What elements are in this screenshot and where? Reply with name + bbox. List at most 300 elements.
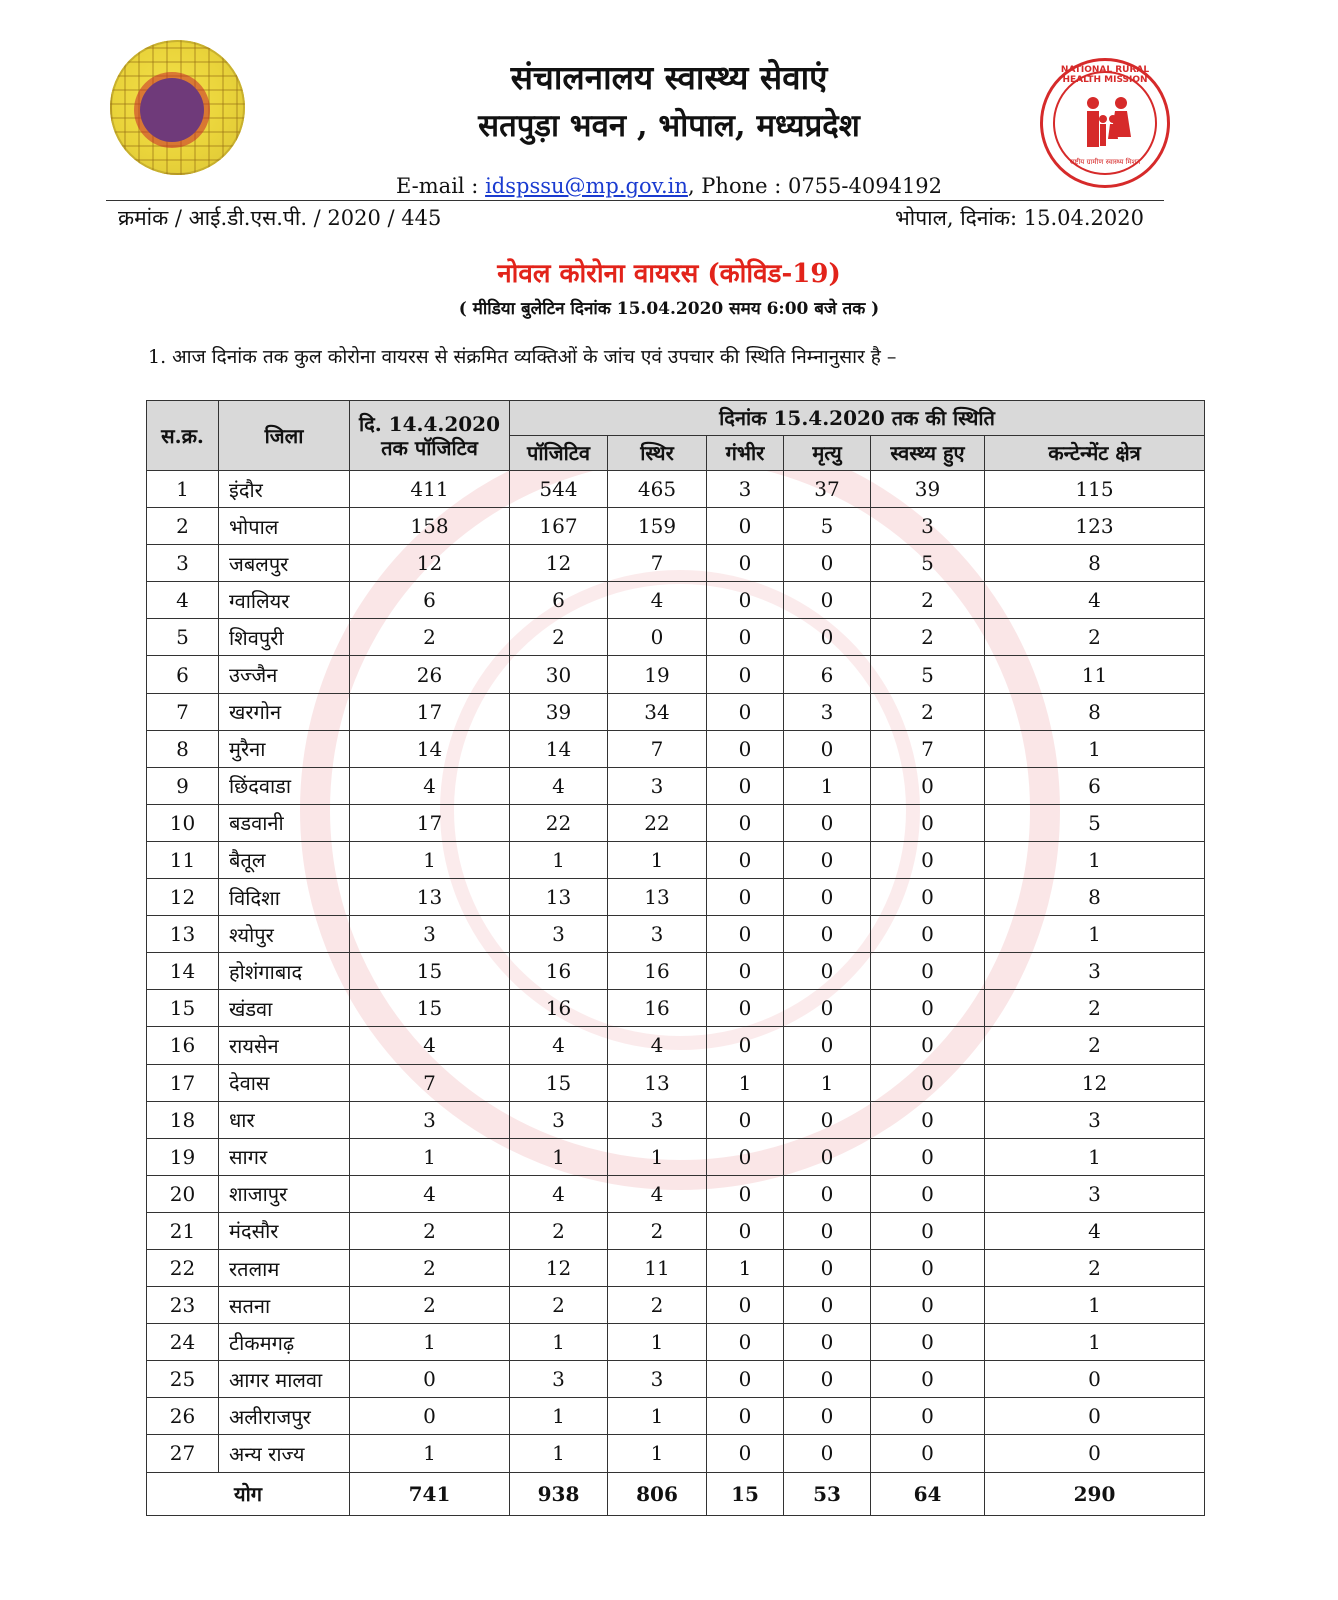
table-row bbox=[147, 767, 1205, 804]
cell-sno: 6 bbox=[147, 656, 219, 693]
cell-stable: 2 bbox=[608, 1287, 707, 1324]
cell-stable: 3 bbox=[608, 1361, 707, 1398]
cell-prev-positive: 4 bbox=[350, 767, 510, 804]
cell-positive: 3 bbox=[510, 916, 608, 953]
cell-critical: 0 bbox=[707, 1101, 784, 1138]
header-prev-positive bbox=[350, 401, 510, 471]
cell-district: मुरैना bbox=[219, 730, 350, 767]
cell-containment: 115 bbox=[985, 471, 1205, 508]
cell-sno: 14 bbox=[147, 953, 219, 990]
cell-prev-positive: 1 bbox=[350, 1324, 510, 1361]
cell-sno: 26 bbox=[147, 1398, 219, 1435]
nrhm-logo-text: NATIONAL RURAL HEALTH MISSION bbox=[1060, 65, 1150, 85]
cell-containment: 1 bbox=[985, 916, 1205, 953]
cell-recovered: 0 bbox=[871, 1287, 985, 1324]
cell-deaths: 0 bbox=[784, 1324, 871, 1361]
cell-deaths: 6 bbox=[784, 656, 871, 693]
cell-recovered: 0 bbox=[871, 1138, 985, 1175]
table-row bbox=[147, 1249, 1205, 1286]
email-link[interactable]: idspssu@mp.gov.in bbox=[485, 174, 688, 198]
cell-stable: 13 bbox=[608, 1064, 707, 1101]
header-prev-line2: तक पॉजिटिव bbox=[381, 435, 478, 460]
cell-sno: 23 bbox=[147, 1287, 219, 1324]
cell-containment: 2 bbox=[985, 1027, 1205, 1064]
cell-recovered: 7 bbox=[871, 730, 985, 767]
cell-recovered: 0 bbox=[871, 1398, 985, 1435]
cell-sno: 25 bbox=[147, 1361, 219, 1398]
cell-positive: 4 bbox=[510, 1175, 608, 1212]
cell-stable: 34 bbox=[608, 693, 707, 730]
cell-prev-positive: 4 bbox=[350, 1175, 510, 1212]
cell-containment: 8 bbox=[985, 879, 1205, 916]
table-row bbox=[147, 804, 1205, 841]
cell-prev-positive: 2 bbox=[350, 1249, 510, 1286]
cell-critical: 0 bbox=[707, 804, 784, 841]
cell-deaths: 0 bbox=[784, 1249, 871, 1286]
cell-containment: 1 bbox=[985, 1324, 1205, 1361]
cell-positive: 1 bbox=[510, 841, 608, 878]
document-title: नोवल कोरोना वायरस (कोविड-19) bbox=[497, 259, 841, 289]
cell-prev-positive: 17 bbox=[350, 693, 510, 730]
cell-prev-positive: 2 bbox=[350, 619, 510, 656]
total-critical: 15 bbox=[707, 1472, 784, 1515]
cell-recovered: 5 bbox=[871, 545, 985, 582]
header-stable: स्थिर bbox=[608, 436, 707, 471]
table-row bbox=[147, 471, 1205, 508]
cell-stable: 465 bbox=[608, 471, 707, 508]
nrhm-logo-subtext: राष्ट्रीय ग्रामीण स्वास्थ्य मिशन bbox=[1069, 158, 1141, 166]
email-label: E-mail : bbox=[395, 174, 486, 198]
cell-critical: 0 bbox=[707, 619, 784, 656]
cell-critical: 0 bbox=[707, 730, 784, 767]
cell-containment: 6 bbox=[985, 767, 1205, 804]
cell-stable: 4 bbox=[608, 1175, 707, 1212]
cell-district: शिवपुरी bbox=[219, 619, 350, 656]
cell-deaths: 1 bbox=[784, 767, 871, 804]
total-deaths: 53 bbox=[784, 1472, 871, 1515]
cell-positive: 1 bbox=[510, 1398, 608, 1435]
cell-district: रायसेन bbox=[219, 1027, 350, 1064]
cell-prev-positive: 1 bbox=[350, 841, 510, 878]
cell-stable: 7 bbox=[608, 545, 707, 582]
table-row bbox=[147, 619, 1205, 656]
cell-district: खंडवा bbox=[219, 990, 350, 1027]
cell-district: आगर मालवा bbox=[219, 1361, 350, 1398]
cell-positive: 2 bbox=[510, 1287, 608, 1324]
cell-recovered: 0 bbox=[871, 767, 985, 804]
cell-deaths: 0 bbox=[784, 841, 871, 878]
total-containment: 290 bbox=[985, 1472, 1205, 1515]
table-row bbox=[147, 1138, 1205, 1175]
cell-containment: 3 bbox=[985, 1175, 1205, 1212]
contact-line bbox=[0, 174, 1338, 198]
header-deaths: मृत्यु bbox=[784, 436, 871, 471]
cell-deaths: 0 bbox=[784, 1287, 871, 1324]
cell-district: होशंगाबाद bbox=[219, 953, 350, 990]
cell-recovered: 0 bbox=[871, 1101, 985, 1138]
cell-critical: 3 bbox=[707, 471, 784, 508]
cell-district: अन्य राज्य bbox=[219, 1435, 350, 1472]
cell-stable: 3 bbox=[608, 767, 707, 804]
cell-stable: 11 bbox=[608, 1249, 707, 1286]
cell-critical: 0 bbox=[707, 1324, 784, 1361]
cell-critical: 0 bbox=[707, 841, 784, 878]
cell-deaths: 0 bbox=[784, 1212, 871, 1249]
cell-containment: 3 bbox=[985, 1101, 1205, 1138]
cell-positive: 1 bbox=[510, 1324, 608, 1361]
cell-stable: 16 bbox=[608, 990, 707, 1027]
cell-prev-positive: 12 bbox=[350, 545, 510, 582]
cell-recovered: 3 bbox=[871, 508, 985, 545]
cell-containment: 1 bbox=[985, 1138, 1205, 1175]
cell-district: धार bbox=[219, 1101, 350, 1138]
cell-containment: 2 bbox=[985, 619, 1205, 656]
header-prev-line1: दि. 14.4.2020 bbox=[358, 411, 501, 436]
cell-deaths: 0 bbox=[784, 804, 871, 841]
cell-recovered: 2 bbox=[871, 693, 985, 730]
cell-recovered: 2 bbox=[871, 619, 985, 656]
phone-text: , Phone : 0755-4094192 bbox=[687, 174, 943, 198]
cell-recovered: 0 bbox=[871, 1064, 985, 1101]
table-row bbox=[147, 1027, 1205, 1064]
cell-sno: 9 bbox=[147, 767, 219, 804]
cell-prev-positive: 17 bbox=[350, 804, 510, 841]
cell-sno: 18 bbox=[147, 1101, 219, 1138]
cell-sno: 24 bbox=[147, 1324, 219, 1361]
cell-recovered: 2 bbox=[871, 582, 985, 619]
cell-district: मंदसौर bbox=[219, 1212, 350, 1249]
cell-prev-positive: 0 bbox=[350, 1361, 510, 1398]
cell-containment: 1 bbox=[985, 1287, 1205, 1324]
cell-deaths: 0 bbox=[784, 1138, 871, 1175]
cell-district: टीकमगढ़ bbox=[219, 1324, 350, 1361]
cell-critical: 0 bbox=[707, 1175, 784, 1212]
cell-deaths: 0 bbox=[784, 1101, 871, 1138]
cell-containment: 4 bbox=[985, 1212, 1205, 1249]
cell-stable: 16 bbox=[608, 953, 707, 990]
cell-deaths: 0 bbox=[784, 1027, 871, 1064]
cell-positive: 22 bbox=[510, 804, 608, 841]
cell-prev-positive: 1 bbox=[350, 1138, 510, 1175]
cell-recovered: 0 bbox=[871, 879, 985, 916]
cell-district: बैतूल bbox=[219, 841, 350, 878]
cell-stable: 0 bbox=[608, 619, 707, 656]
cell-prev-positive: 7 bbox=[350, 1064, 510, 1101]
cell-critical: 0 bbox=[707, 656, 784, 693]
cell-district: अलीराजपुर bbox=[219, 1398, 350, 1435]
cell-deaths: 5 bbox=[784, 508, 871, 545]
cell-critical: 0 bbox=[707, 693, 784, 730]
cell-stable: 159 bbox=[608, 508, 707, 545]
header-positive: पॉजिटिव bbox=[510, 436, 608, 471]
cell-positive: 30 bbox=[510, 656, 608, 693]
cell-recovered: 0 bbox=[871, 1027, 985, 1064]
cell-positive: 14 bbox=[510, 730, 608, 767]
cell-deaths: 0 bbox=[784, 916, 871, 953]
cell-containment: 8 bbox=[985, 545, 1205, 582]
header-critical: गंभीर bbox=[707, 436, 784, 471]
table-row bbox=[147, 730, 1205, 767]
cell-sno: 1 bbox=[147, 471, 219, 508]
total-recovered: 64 bbox=[871, 1472, 985, 1515]
cell-critical: 0 bbox=[707, 1138, 784, 1175]
cell-deaths: 0 bbox=[784, 730, 871, 767]
cell-recovered: 0 bbox=[871, 953, 985, 990]
cell-prev-positive: 13 bbox=[350, 879, 510, 916]
cell-sno: 15 bbox=[147, 990, 219, 1027]
cell-positive: 4 bbox=[510, 767, 608, 804]
table-row bbox=[147, 1324, 1205, 1361]
cell-prev-positive: 14 bbox=[350, 730, 510, 767]
cell-critical: 0 bbox=[707, 767, 784, 804]
cell-deaths: 0 bbox=[784, 582, 871, 619]
cell-prev-positive: 15 bbox=[350, 990, 510, 1027]
cell-recovered: 0 bbox=[871, 1361, 985, 1398]
cell-critical: 0 bbox=[707, 879, 784, 916]
cell-deaths: 0 bbox=[784, 619, 871, 656]
cell-positive: 3 bbox=[510, 1101, 608, 1138]
cell-prev-positive: 26 bbox=[350, 656, 510, 693]
cell-recovered: 0 bbox=[871, 1435, 985, 1472]
table-row bbox=[147, 953, 1205, 990]
cell-prev-positive: 6 bbox=[350, 582, 510, 619]
cell-sno: 17 bbox=[147, 1064, 219, 1101]
cell-positive: 15 bbox=[510, 1064, 608, 1101]
cell-containment: 2 bbox=[985, 1249, 1205, 1286]
cell-district: रतलाम bbox=[219, 1249, 350, 1286]
cell-positive: 3 bbox=[510, 1361, 608, 1398]
cell-deaths: 1 bbox=[784, 1064, 871, 1101]
cell-critical: 0 bbox=[707, 1287, 784, 1324]
cell-sno: 21 bbox=[147, 1212, 219, 1249]
table-row bbox=[147, 1101, 1205, 1138]
table-row bbox=[147, 1175, 1205, 1212]
cell-deaths: 37 bbox=[784, 471, 871, 508]
table-row bbox=[147, 916, 1205, 953]
cell-stable: 1 bbox=[608, 1324, 707, 1361]
cell-positive: 39 bbox=[510, 693, 608, 730]
header-district: जिला bbox=[219, 401, 350, 471]
cell-positive: 544 bbox=[510, 471, 608, 508]
cell-deaths: 0 bbox=[784, 1361, 871, 1398]
cell-critical: 0 bbox=[707, 953, 784, 990]
cell-stable: 4 bbox=[608, 1027, 707, 1064]
bulletin-subtitle: ( मीडिया बुलेटिन दिनांक 15.04.2020 समय 6:00 बजे तक ) bbox=[458, 299, 880, 319]
cell-sno: 22 bbox=[147, 1249, 219, 1286]
table-row bbox=[147, 1398, 1205, 1435]
cell-deaths: 0 bbox=[784, 879, 871, 916]
cell-sno: 12 bbox=[147, 879, 219, 916]
cell-deaths: 0 bbox=[784, 953, 871, 990]
table-row bbox=[147, 545, 1205, 582]
cell-positive: 16 bbox=[510, 990, 608, 1027]
cell-stable: 1 bbox=[608, 1398, 707, 1435]
org-name: संचालनालय स्वास्थ्य सेवाएं bbox=[510, 58, 828, 97]
cell-positive: 4 bbox=[510, 1027, 608, 1064]
cell-stable: 1 bbox=[608, 1138, 707, 1175]
intro-point: 1. आज दिनांक तक कुल कोरोना वायरस से संक्रमित व्यक्तिओं के जांच एवं उपचार की स्थिति निम्नानुसार है – bbox=[148, 346, 897, 368]
cell-district: जबलपुर bbox=[219, 545, 350, 582]
table-row bbox=[147, 1287, 1205, 1324]
cell-positive: 1 bbox=[510, 1435, 608, 1472]
cell-district: उज्जैन bbox=[219, 656, 350, 693]
cell-district: विदिशा bbox=[219, 879, 350, 916]
cell-critical: 0 bbox=[707, 990, 784, 1027]
table-row bbox=[147, 582, 1205, 619]
cell-district: ग्वालियर bbox=[219, 582, 350, 619]
total-prev-positive: 741 bbox=[350, 1472, 510, 1515]
table-row bbox=[147, 693, 1205, 730]
cell-recovered: 0 bbox=[871, 1249, 985, 1286]
table-row bbox=[147, 879, 1205, 916]
cell-critical: 0 bbox=[707, 1027, 784, 1064]
cell-positive: 2 bbox=[510, 619, 608, 656]
cell-sno: 2 bbox=[147, 508, 219, 545]
reference-number: क्रमांक / आई.डी.एस.पी. / 2020 / 445 bbox=[118, 206, 442, 230]
cell-containment: 1 bbox=[985, 841, 1205, 878]
cell-sno: 11 bbox=[147, 841, 219, 878]
cell-prev-positive: 1 bbox=[350, 1435, 510, 1472]
cell-prev-positive: 158 bbox=[350, 508, 510, 545]
cell-recovered: 0 bbox=[871, 916, 985, 953]
cell-critical: 0 bbox=[707, 1361, 784, 1398]
cell-district: देवास bbox=[219, 1064, 350, 1101]
header-recovered: स्वस्थ्य हुए bbox=[871, 436, 985, 471]
cell-sno: 19 bbox=[147, 1138, 219, 1175]
covid-district-table bbox=[146, 400, 1205, 1516]
cell-prev-positive: 411 bbox=[350, 471, 510, 508]
header-containment: कन्टेन्मेंट क्षेत्र bbox=[985, 436, 1205, 471]
cell-prev-positive: 2 bbox=[350, 1287, 510, 1324]
cell-containment: 8 bbox=[985, 693, 1205, 730]
cell-sno: 20 bbox=[147, 1175, 219, 1212]
cell-district: सागर bbox=[219, 1138, 350, 1175]
cell-stable: 7 bbox=[608, 730, 707, 767]
cell-containment: 1 bbox=[985, 730, 1205, 767]
cell-district: इंदौर bbox=[219, 471, 350, 508]
cell-containment: 12 bbox=[985, 1064, 1205, 1101]
cell-district: छिंदवाडा bbox=[219, 767, 350, 804]
cell-prev-positive: 15 bbox=[350, 953, 510, 990]
document-date: भोपाल, दिनांक: 15.04.2020 bbox=[895, 206, 1144, 230]
cell-sno: 7 bbox=[147, 693, 219, 730]
cell-district: श्योपुर bbox=[219, 916, 350, 953]
cell-deaths: 0 bbox=[784, 1398, 871, 1435]
table-body bbox=[147, 471, 1205, 1473]
cell-deaths: 0 bbox=[784, 1175, 871, 1212]
cell-recovered: 0 bbox=[871, 1175, 985, 1212]
cell-containment: 4 bbox=[985, 582, 1205, 619]
cell-sno: 13 bbox=[147, 916, 219, 953]
cell-recovered: 0 bbox=[871, 841, 985, 878]
table-row bbox=[147, 508, 1205, 545]
header-sno: स.क्र. bbox=[147, 401, 219, 471]
cell-critical: 0 bbox=[707, 916, 784, 953]
cell-sno: 27 bbox=[147, 1435, 219, 1472]
cell-stable: 13 bbox=[608, 879, 707, 916]
cell-positive: 12 bbox=[510, 545, 608, 582]
table-row bbox=[147, 990, 1205, 1027]
cell-deaths: 0 bbox=[784, 990, 871, 1027]
cell-critical: 0 bbox=[707, 545, 784, 582]
cell-critical: 0 bbox=[707, 1435, 784, 1472]
cell-deaths: 0 bbox=[784, 545, 871, 582]
cell-prev-positive: 0 bbox=[350, 1398, 510, 1435]
header-divider bbox=[106, 200, 1164, 201]
cell-district: खरगोन bbox=[219, 693, 350, 730]
cell-positive: 13 bbox=[510, 879, 608, 916]
cell-positive: 2 bbox=[510, 1212, 608, 1249]
cell-stable: 3 bbox=[608, 1101, 707, 1138]
cell-critical: 0 bbox=[707, 1398, 784, 1435]
cell-deaths: 0 bbox=[784, 1435, 871, 1472]
cell-sno: 10 bbox=[147, 804, 219, 841]
cell-prev-positive: 2 bbox=[350, 1212, 510, 1249]
cell-sno: 5 bbox=[147, 619, 219, 656]
cell-deaths: 3 bbox=[784, 693, 871, 730]
cell-sno: 4 bbox=[147, 582, 219, 619]
cell-containment: 0 bbox=[985, 1361, 1205, 1398]
cell-recovered: 39 bbox=[871, 471, 985, 508]
table-row bbox=[147, 656, 1205, 693]
cell-stable: 1 bbox=[608, 1435, 707, 1472]
table-row bbox=[147, 841, 1205, 878]
cell-stable: 1 bbox=[608, 841, 707, 878]
cell-district: बडवानी bbox=[219, 804, 350, 841]
cell-positive: 12 bbox=[510, 1249, 608, 1286]
cell-stable: 22 bbox=[608, 804, 707, 841]
cell-containment: 5 bbox=[985, 804, 1205, 841]
cell-critical: 1 bbox=[707, 1064, 784, 1101]
cell-district: सतना bbox=[219, 1287, 350, 1324]
cell-sno: 8 bbox=[147, 730, 219, 767]
cell-recovered: 0 bbox=[871, 804, 985, 841]
cell-positive: 167 bbox=[510, 508, 608, 545]
cell-containment: 0 bbox=[985, 1398, 1205, 1435]
cell-stable: 2 bbox=[608, 1212, 707, 1249]
cell-stable: 19 bbox=[608, 656, 707, 693]
cell-recovered: 0 bbox=[871, 1324, 985, 1361]
cell-prev-positive: 3 bbox=[350, 916, 510, 953]
cell-recovered: 0 bbox=[871, 1212, 985, 1249]
cell-containment: 3 bbox=[985, 953, 1205, 990]
cell-containment: 2 bbox=[985, 990, 1205, 1027]
cell-recovered: 5 bbox=[871, 656, 985, 693]
cell-prev-positive: 4 bbox=[350, 1027, 510, 1064]
org-address: सतपुड़ा भवन , भोपाल, मध्यप्रदेश bbox=[478, 108, 860, 144]
cell-recovered: 0 bbox=[871, 990, 985, 1027]
table-row bbox=[147, 1212, 1205, 1249]
cell-critical: 0 bbox=[707, 582, 784, 619]
cell-stable: 4 bbox=[608, 582, 707, 619]
cell-containment: 11 bbox=[985, 656, 1205, 693]
header-group-status: दिनांक 15.4.2020 तक की स्थिति bbox=[510, 401, 1205, 436]
cell-containment: 0 bbox=[985, 1435, 1205, 1472]
cell-district: शाजापुर bbox=[219, 1175, 350, 1212]
cell-sno: 16 bbox=[147, 1027, 219, 1064]
table-row bbox=[147, 1361, 1205, 1398]
cell-positive: 1 bbox=[510, 1138, 608, 1175]
cell-prev-positive: 3 bbox=[350, 1101, 510, 1138]
cell-district: भोपाल bbox=[219, 508, 350, 545]
cell-positive: 16 bbox=[510, 953, 608, 990]
total-stable: 806 bbox=[608, 1472, 707, 1515]
cell-containment: 123 bbox=[985, 508, 1205, 545]
total-row bbox=[147, 1472, 1205, 1515]
table-row bbox=[147, 1435, 1205, 1472]
table-row bbox=[147, 1064, 1205, 1101]
cell-critical: 0 bbox=[707, 1212, 784, 1249]
